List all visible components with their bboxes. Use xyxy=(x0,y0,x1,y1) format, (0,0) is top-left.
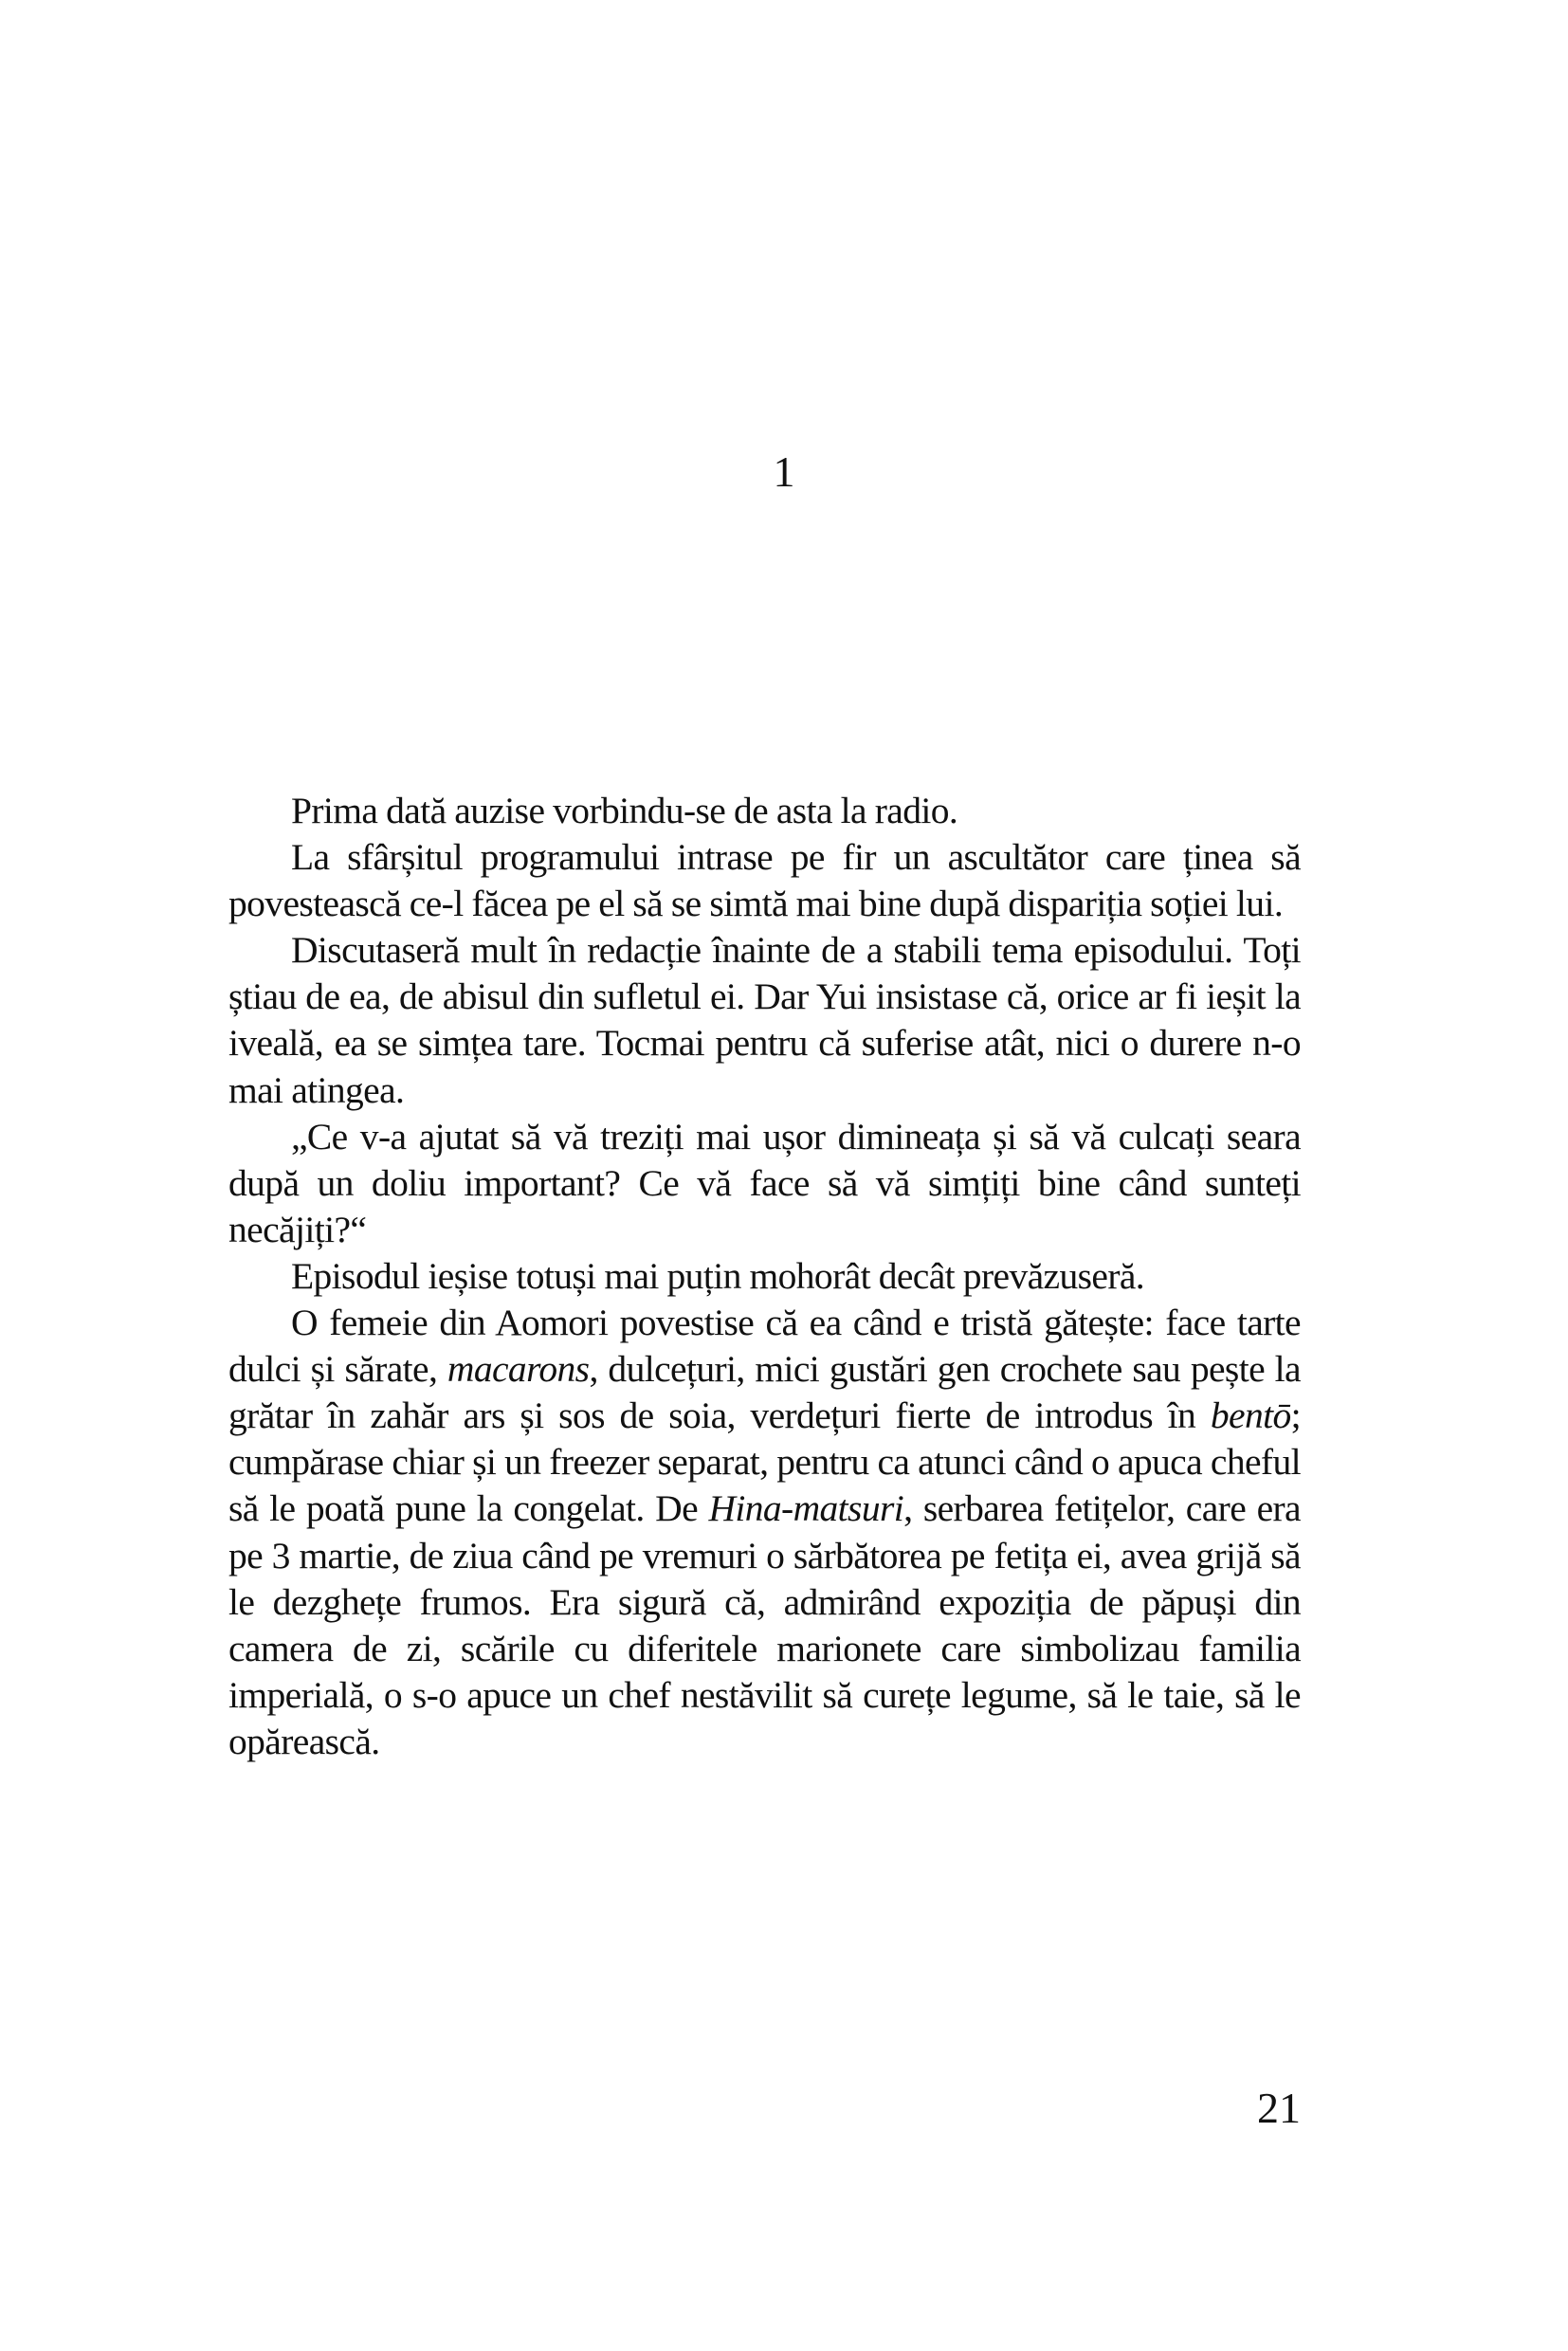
text-segment: Discutaseră mult în redacție înainte de a stabili tema episodului. Toți știau de ea, de abisul din sufletul ei. Dar Yui insistase că, orice ar fi ieșit la iveală, ea se simțea tare. Tocmai pentru că suferise atât, nici o durere n-o mai atingea. xyxy=(228,929,1301,1111)
paragraph xyxy=(228,1300,1301,1765)
text-segment: O femeie din Aomori povestise că ea când e tristă gătește: face tarte dulci și sărate, xyxy=(228,1302,1301,1391)
text-segment: ; cumpărase chiar și un freezer separat, pentru ca atunci când o apuca cheful să le poată pune la congelat. De xyxy=(228,1394,1301,1530)
text-segment: , dulcețuri, mici gustări gen crochete sau pește la grătar în zahăr ars și sos de soia, verdețuri fierte de introdus în xyxy=(228,1348,1301,1437)
paragraph xyxy=(228,1253,1301,1300)
paragraph xyxy=(228,834,1301,927)
paragraph xyxy=(228,927,1301,1113)
text-segment: , serbarea fetițelor, care era pe 3 martie, de ziua când pe vremuri o sărbătorea pe fetița ei, avea grijă să le dezghețe frumos. Era sigură că, admirând expoziția de păpuși din camera de zi, scările cu diferitele marionete care simbolizau familia imperială, o s-o apuce un chef nestăvilit să curețe legume, să le taie, să le opărească. xyxy=(228,1487,1301,1762)
paragraph xyxy=(228,788,1301,834)
chapter-number: 1 xyxy=(773,447,795,496)
italic-term: Hina-matsuri xyxy=(708,1487,904,1530)
text-segment: „Ce v-a ajutat să vă treziți mai ușor dimineața și să vă culcați seara după un doliu important? Ce vă face să vă simțiți bine când sunteți necăjiți?“ xyxy=(228,1115,1301,1250)
page-number: 21 xyxy=(1257,2084,1301,2132)
text-segment: Prima dată auzise vorbindu-se de asta la radio. xyxy=(291,790,958,831)
body-text xyxy=(228,788,1301,1765)
text-segment: La sfârșitul programului intrase pe fir un ascultător care ținea să povestească ce-l făcea pe el să se simtă mai bine după dispariția soției lui. xyxy=(228,836,1301,925)
italic-term: bentō xyxy=(1210,1394,1291,1437)
paragraph xyxy=(228,1114,1301,1253)
italic-term: macarons xyxy=(447,1348,590,1391)
text-segment: Episodul ieșise totuși mai puțin mohorât decât prevăzuseră. xyxy=(291,1254,1145,1297)
